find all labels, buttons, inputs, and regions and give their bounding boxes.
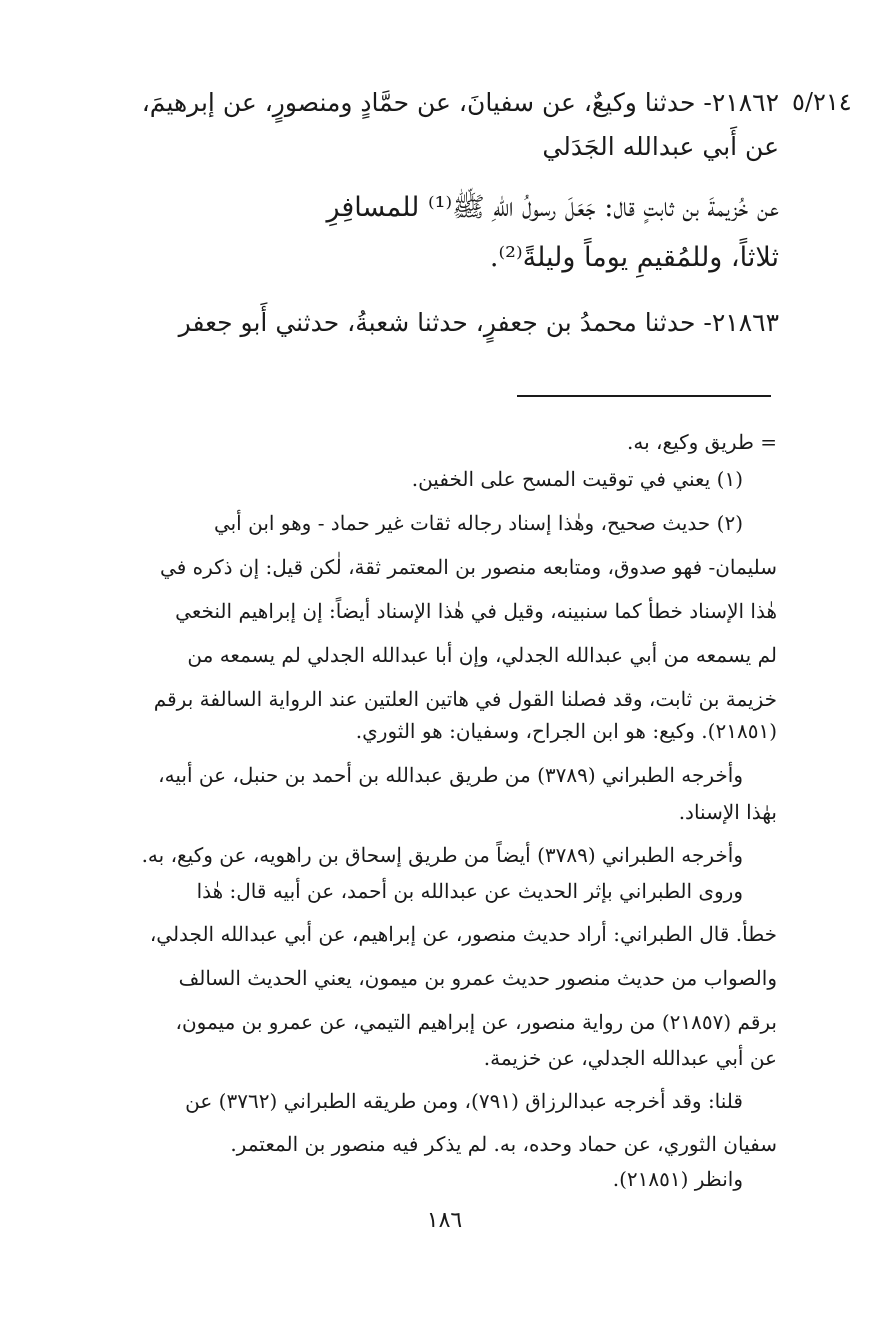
volume-page-reference: ٥/٢١٤ [792,88,852,116]
page-number: ١٨٦ [426,1208,463,1233]
hadith-21862-matn: عن خُزيمةَ بن ثابتٍ قال: جَعَلَ رسولُ اللهِ ﷺ⁽¹⁾ للمسافِرِ [326,192,779,223]
footnote-2-line: خزيمة بن ثابت، وقد فصلنا القول في هاتين العلتين عند الرواية السالفة برقم [153,687,777,711]
footnote-2-line: سليمان- فهو صدوق، ومتابعه منصور بن المعتمر ثقة، لٰكن قيل: إن ذكره في [160,555,777,579]
footnote-continuation: = طريق وكيع، به. [627,430,777,454]
footnote-2-line: عن أبي عبدالله الجدلي، عن خزيمة. [483,1046,777,1070]
hadith-21862-chain-end: عن أَبي عبدالله الجَدَلي [542,132,779,161]
footnote-2-line: وأخرجه الطبراني (٣٧٨٩) من طريق عبدالله بن أحمد بن حنبل، عن أبيه، [158,763,743,787]
footnote-2-line: سفيان الثوري، عن حماد وحده، به. لم يذكر فيه منصور بن المعتمر. [230,1132,777,1156]
footnote-2-line: (٢) حديث صحيح، وهٰذا إسناد رجاله ثقات غير حماد - وهو ابن أبي [213,511,743,535]
footnote-2-line: وانظر (٢١٨٥١). [612,1167,743,1191]
footnote-2-line: والصواب من حديث منصور حديث عمرو بن ميمون، يعني الحديث السالف [178,966,777,990]
footnote-2-line: لم يسمعه من أبي عبدالله الجدلي، وإن أبا عبدالله الجدلي لم يسمعه من [187,643,777,667]
hadith-21862-chain: ٢١٨٦٢- حدثنا وكيعٌ، عن سفيانَ، عن حمَّادٍ ومنصورٍ، عن إبرهيمَ، [141,88,779,117]
footnote-2-line: هٰذا الإسناد خطأ كما سنبينه، وقيل في هٰذا الإسناد أيضاً: إن إبراهيم النخعي [175,599,777,623]
footnote-2-line: وروى الطبراني بإثر الحديث عن عبدالله بن أحمد، عن أبيه قال: هٰذا [196,879,743,903]
footnote-1: (١) يعني في توقيت المسح على الخفين. [411,467,743,491]
footnote-separator [517,395,771,397]
footnote-2-line: برقم (٢١٨٥٧) من رواية منصور، عن إبراهيم التيمي، عن عمرو بن ميمون، [175,1010,777,1034]
hadith-21862-matn-end: ثلاثاً، وللمُقيمِ يوماً وليلةً⁽²⁾. [489,242,779,273]
footnote-2-line: (٢١٨٥١). وكيع: هو ابن الجراح، وسفيان: هو الثوري. [355,719,777,743]
hadith-21863-chain: ٢١٨٦٣- حدثنا محمدُ بن جعفرٍ، حدثنا شعبةُ، حدثني أَبو جعفر [178,308,779,337]
footnote-2-line: خطأ. قال الطبراني: أراد حديث منصور، عن إبراهيم، عن أبي عبدالله الجدلي، [149,922,777,946]
footnote-2-line: قلنا: وقد أخرجه عبدالرزاق (٧٩١)، ومن طريقه الطبراني (٣٧٦٢) عن [185,1089,743,1113]
footnote-2-line: وأخرجه الطبراني (٣٧٨٩) أيضاً من طريق إسحاق بن راهويه، عن وكيع، به. [141,843,743,867]
footnote-2-line: بهٰذا الإسناد. [678,800,777,824]
